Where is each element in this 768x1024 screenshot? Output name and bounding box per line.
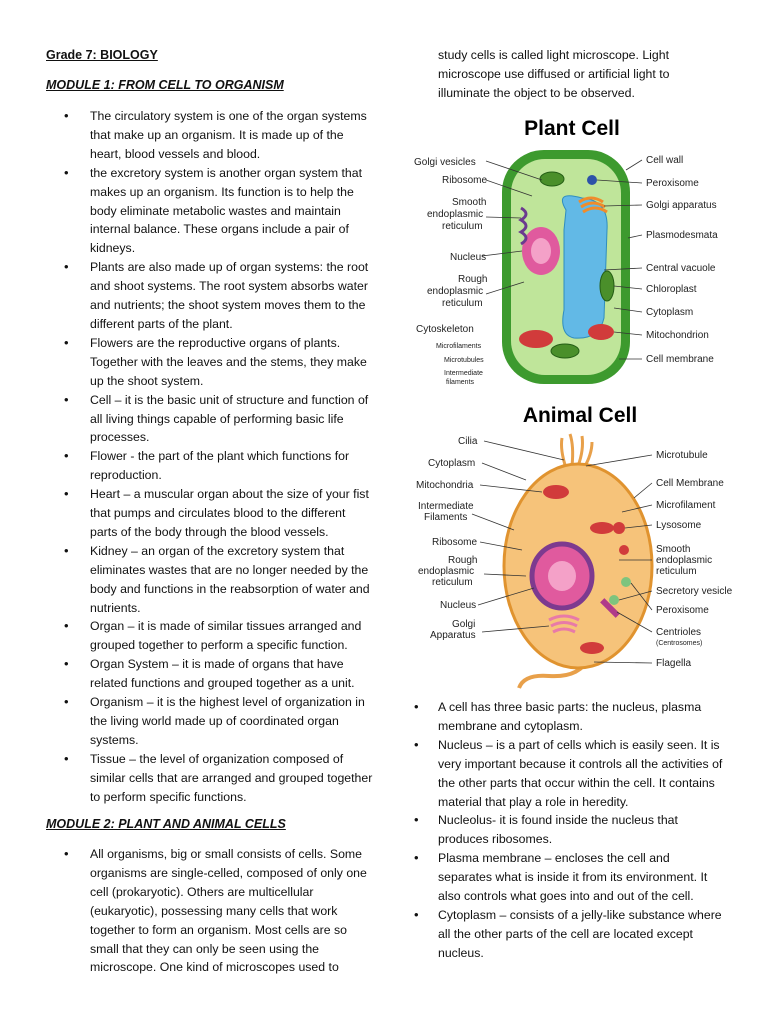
list-item: • Plasma membrane – encloses the cell and separates what is inside it from its environment. It also controls what goes into and out of the cell. bbox=[414, 849, 724, 906]
lysosome bbox=[619, 545, 629, 555]
secretory-vesicle bbox=[609, 595, 619, 605]
label-microtubules: Microtubules bbox=[444, 357, 484, 364]
label-centrosomes: (Centrosomes) bbox=[656, 640, 703, 647]
label-rough: Rough bbox=[458, 274, 488, 285]
peroxisome bbox=[621, 577, 631, 587]
list-item: • Nucleolus- it is found inside the nucleus that produces ribosomes. bbox=[414, 811, 724, 849]
grade-heading: Grade 7: BIOLOGY bbox=[46, 48, 158, 62]
label-lysosome: Lysosome bbox=[656, 520, 702, 531]
nucleolus bbox=[548, 561, 576, 591]
label-microfilament: Microfilament bbox=[656, 500, 716, 511]
animal-cell-title: Animal Cell bbox=[522, 404, 638, 427]
lysosome bbox=[613, 522, 625, 534]
label-cytoplasm: Cytoplasm bbox=[428, 458, 476, 469]
list-item: • Plants are also made up of organ systems: the root and shoot systems. The root system absorbs water and nutrients; the shoot system moves them to the different parts of the plant. bbox=[46, 258, 376, 334]
list-item: • Organ System – it is made of organs that have related functions and grouped together as a unit. bbox=[46, 655, 376, 693]
label-nucleus: Nucleus bbox=[440, 600, 477, 611]
label-intermediate: Intermediate bbox=[444, 370, 483, 377]
label-endoplasmic: endoplasmic bbox=[427, 286, 484, 297]
label-smooth: Smooth bbox=[452, 197, 487, 208]
mitochondrion bbox=[588, 324, 614, 340]
list-item: • Tissue – the level of organization composed of similar cells that are arranged and grouped together to perform specific functions. bbox=[46, 750, 376, 807]
label-reticulum: reticulum bbox=[432, 577, 473, 588]
list-item: • Cytoplasm – consists of a jelly-like substance where all the other parts of the cell are located except nucleus. bbox=[414, 906, 724, 963]
list-item: • Flower - the part of the plant which functions for reproduction. bbox=[46, 447, 376, 485]
label-golgi-vesicles: Golgi vesicles bbox=[414, 157, 476, 168]
label-cell-wall: Cell wall bbox=[646, 155, 684, 166]
label-central-vacuole: Central vacuole bbox=[646, 263, 716, 274]
label-mitochondria: Mitochondria bbox=[416, 480, 474, 491]
central-vacuole bbox=[562, 196, 607, 338]
list-item: • A cell has three basic parts: the nucleus, plasma membrane and cytoplasm. bbox=[414, 698, 724, 736]
label-cytoplasm: Cytoplasm bbox=[646, 307, 694, 318]
mitochondrion bbox=[519, 330, 553, 348]
label-golgi-apparatus: Golgi apparatus bbox=[646, 200, 717, 211]
plant-cell-figure bbox=[414, 110, 724, 397]
label-endoplasmic: endoplasmic bbox=[427, 209, 484, 220]
nucleolus bbox=[531, 238, 551, 264]
label-rough: Rough bbox=[448, 555, 478, 566]
mitochondrion bbox=[590, 522, 614, 534]
label-filaments: Filaments bbox=[424, 512, 468, 523]
label-golgi: Golgi bbox=[452, 619, 476, 630]
label-smooth: Smooth bbox=[656, 544, 691, 555]
module2-title: MODULE 2: PLANT AND ANIMAL CELLS bbox=[46, 817, 286, 831]
label-ribosome: Ribosome bbox=[432, 537, 478, 548]
chloroplast bbox=[551, 344, 579, 358]
list-item: • Organ – it is made of similar tissues arranged and grouped together to perform a specific function. bbox=[46, 617, 376, 655]
label-ribosome: Ribosome bbox=[442, 175, 488, 186]
module1-title: MODULE 1: FROM CELL TO ORGANISM bbox=[46, 78, 284, 92]
label-reticulum: reticulum bbox=[442, 298, 483, 309]
list-item: • Organism – it is the highest level of organization in the living world made up of coordinated organ systems. bbox=[46, 693, 376, 750]
label-cilia: Cilia bbox=[458, 436, 478, 447]
label-filaments: filaments bbox=[446, 379, 475, 386]
mitochondrion bbox=[580, 642, 604, 654]
label-chloroplast: Chloroplast bbox=[646, 284, 697, 295]
list-item: • The circulatory system is one of the organ systems that make up an organism. It is made up of the heart, blood vessels and blood. bbox=[46, 107, 376, 164]
label-cell-membrane: Cell membrane bbox=[646, 354, 714, 365]
module2-list bbox=[46, 845, 376, 977]
list-item: • the excretory system is another organ system that makes up an organism. Its function is to help the body eliminate metabolic wastes and maintain internal balance. These organs include a pair of kidneys. bbox=[46, 164, 376, 259]
label-cell-membrane: Cell Membrane bbox=[656, 478, 724, 489]
module1-list bbox=[46, 107, 376, 807]
label-endoplasmic: endoplasmic bbox=[418, 566, 475, 577]
label-reticulum: reticulum bbox=[656, 566, 697, 577]
label-cytoskeleton: Cytoskeleton bbox=[416, 324, 474, 335]
chloroplast bbox=[600, 271, 614, 301]
plant-cell-title: Plant Cell bbox=[524, 117, 620, 140]
intro-text: study cells is called light microscope. Light microscope use diffused or artificial light to illuminate the object to be observed. bbox=[438, 48, 670, 100]
list-item: • Heart – a muscular organ about the size of your fist that pumps and circulates blood to the different parts of the body through the blood vessels. bbox=[46, 485, 376, 542]
animal-cell-figure bbox=[414, 400, 733, 697]
label-plasmodesmata: Plasmodesmata bbox=[646, 230, 718, 241]
label-microfilaments: Microfilaments bbox=[436, 343, 482, 350]
label-intermediate: Intermediate bbox=[418, 501, 474, 512]
list-item: • Cell – it is the basic unit of structure and function of all living things capable of performing basic life processes. bbox=[46, 391, 376, 448]
label-secretory-vesicle: Secretory vesicle bbox=[656, 586, 733, 597]
label-peroxisome: Peroxisome bbox=[656, 605, 709, 616]
label-microtubule: Microtubule bbox=[656, 450, 708, 461]
label-mitochondrion: Mitochondrion bbox=[646, 330, 709, 341]
label-reticulum: reticulum bbox=[442, 221, 483, 232]
list-item: • All organisms, big or small consists of cells. Some organisms are single-celled, composed of only one cell (prokaryotic). Others are multicellular (eukaryotic), possessing many cells that work together to form an organism. Most cells are so small that they can only be seen using the microscope. One kind of microscopes used to bbox=[46, 845, 376, 977]
list-item: • Kidney – an organ of the excretory system that eliminates wastes that are no longer needed by the body and functions in the reabsorption of water and nutrients. bbox=[46, 542, 376, 618]
chloroplast bbox=[540, 172, 564, 186]
label-endoplasmic: endoplasmic bbox=[656, 555, 713, 566]
label-peroxisome: Peroxisome bbox=[646, 178, 699, 189]
label-apparatus: Apparatus bbox=[430, 630, 476, 641]
peroxisome bbox=[587, 175, 597, 185]
label-centrioles: Centrioles bbox=[656, 627, 702, 638]
label-flagella: Flagella bbox=[656, 658, 692, 669]
right-list bbox=[414, 698, 724, 963]
mitochondrion bbox=[543, 485, 569, 499]
list-item: • Flowers are the reproductive organs of plants. Together with the leaves and the stems, they make up the shoot system. bbox=[46, 334, 376, 391]
label-nucleus: Nucleus bbox=[450, 252, 487, 263]
list-item: • Nucleus – is a part of cells which is easily seen. It is very important because it controls all the activities of the other parts that occur within the cell. It contains material that play a role in heredity. bbox=[414, 736, 724, 812]
